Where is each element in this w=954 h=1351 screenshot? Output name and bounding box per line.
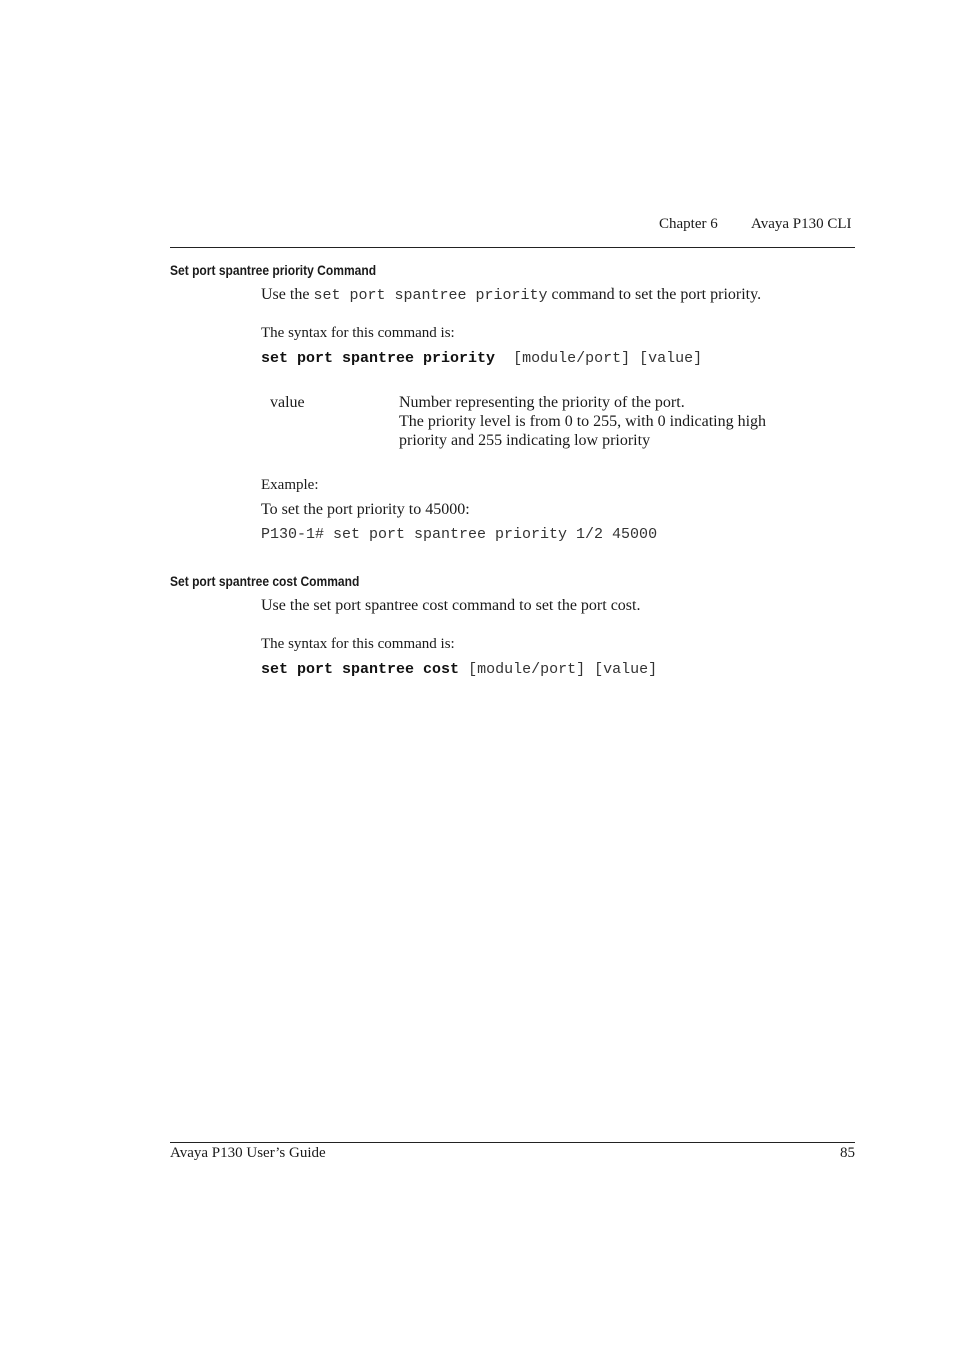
cost-syntax-command: set port spantree cost [261,661,460,678]
priority-syntax-args: [module/port] [value] [513,350,703,367]
param-name: value [270,394,305,411]
priority-intro-pre: Use the [261,286,310,303]
page-number: 85 [840,1145,855,1161]
cost-syntax-label: The syntax for this command is: [261,636,455,652]
section-heading-priority: Set port spantree priority Command [170,262,377,278]
priority-intro-code: set port spantree priority [313,287,548,304]
param-desc-line-1: Number representing the priority of the port. [399,394,685,411]
cost-intro: Use the set port spantree cost command to set the port cost. [261,597,641,614]
header-rule [170,247,855,248]
cost-syntax [261,661,657,678]
section-heading-cost: Set port spantree cost Command [170,573,360,589]
footer-rule [170,1142,855,1143]
priority-syntax [261,350,702,367]
header-title: Avaya P130 CLI [751,216,852,232]
param-desc-line-2: The priority level is from 0 to 255, with 0 indicating high [399,413,767,430]
example-label: Example: [261,477,319,493]
footer-guide-title: Avaya P130 User’s Guide [170,1145,326,1161]
param-desc-line-3: priority and 255 indicating low priority [399,432,651,449]
priority-syntax-label: The syntax for this command is: [261,325,455,341]
example-description: To set the port priority to 45000: [261,501,470,518]
cost-syntax-args: [module/port] [value] [468,661,658,678]
example-code: P130-1# set port spantree priority 1/2 45000 [261,526,658,543]
priority-intro [261,286,761,304]
priority-syntax-command: set port spantree priority [261,350,496,367]
priority-intro-post: command to set the port priority. [551,286,762,303]
header-chapter: Chapter 6 [659,216,718,232]
